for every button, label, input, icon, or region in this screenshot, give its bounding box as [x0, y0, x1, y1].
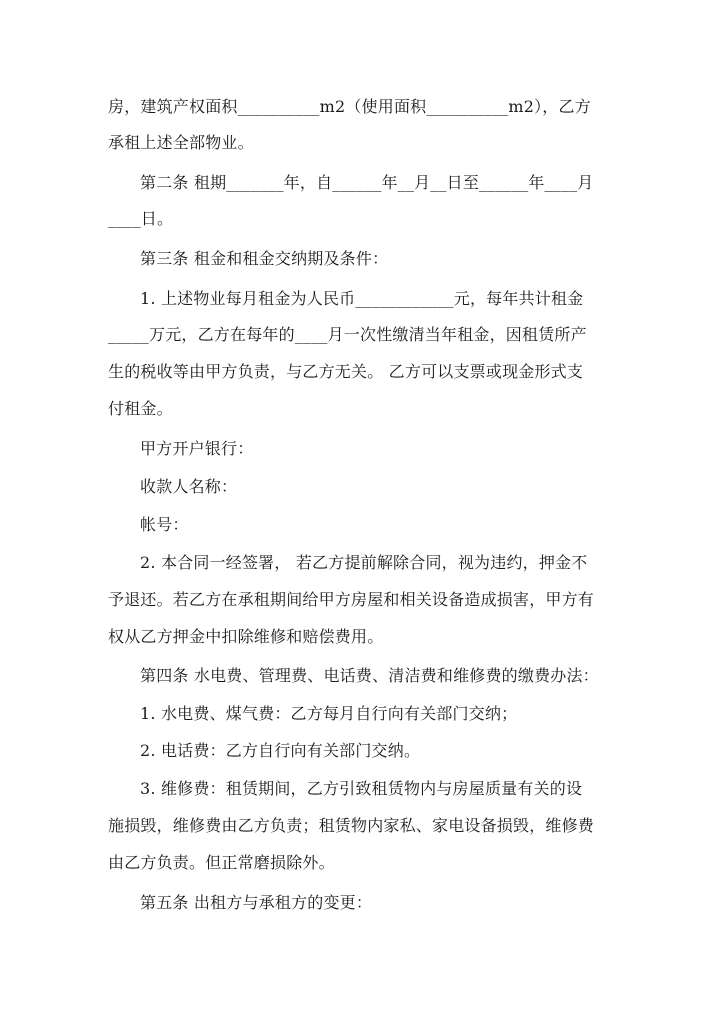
- section-heading-article-4: 第四条 水电费、管理费、电话费、清洁费和维修费的缴费办法：: [140, 666, 599, 685]
- text-line: 3. 维修费：租赁期间，乙方引致租赁物内与房屋质量有关的设: [140, 779, 583, 798]
- text-line: 1. 上述物业每月租金为人民币____________元，每年共计租金: [140, 289, 584, 308]
- text-line: 房，建筑产权面积__________m2（使用面积__________m2），乙方: [108, 97, 591, 116]
- text-line: 2. 本合同一经签署， 若乙方提前解除合同，视为违约，押金不: [140, 553, 588, 572]
- text-line: _____万元，乙方在每年的____月一次性缴清当年租金，因租赁所产: [108, 325, 587, 344]
- account-label: 帐号：: [140, 515, 189, 534]
- text-line: 承租上述全部物业。: [108, 133, 254, 152]
- text-line: 1. 水电费、煤气费：乙方每月自行向有关部门交纳；: [140, 704, 518, 723]
- section-heading-article-2: 第二条 租期_______年，自______年__月__日至______年____月: [140, 173, 594, 192]
- text-line: 生的税收等由甲方负责，与乙方无关。 乙方可以支票或现金形式支: [108, 362, 584, 381]
- payee-label: 收款人名称：: [140, 477, 238, 496]
- text-line: 付租金。: [108, 399, 173, 418]
- text-line: 施损毁，维修费由乙方负责；租赁物内家私、家电设备损毁，维修费: [108, 816, 595, 835]
- text-line: 权从乙方押金中扣除维修和赔偿费用。: [108, 627, 384, 646]
- text-line: 予退还。若乙方在承租期间给甲方房屋和相关设备造成损害，甲方有: [108, 590, 595, 609]
- text-line: ____日。: [108, 209, 174, 228]
- text-line: 2. 电话费：乙方自行向有关部门交纳。: [140, 741, 421, 760]
- section-heading-article-5: 第五条 出租方与承租方的变更：: [140, 893, 373, 912]
- section-heading-article-3: 第三条 租金和租金交纳期及条件：: [140, 249, 389, 268]
- text-line: 由乙方负责。但正常磨损除外。: [108, 853, 335, 872]
- bank-label: 甲方开户银行：: [140, 439, 254, 458]
